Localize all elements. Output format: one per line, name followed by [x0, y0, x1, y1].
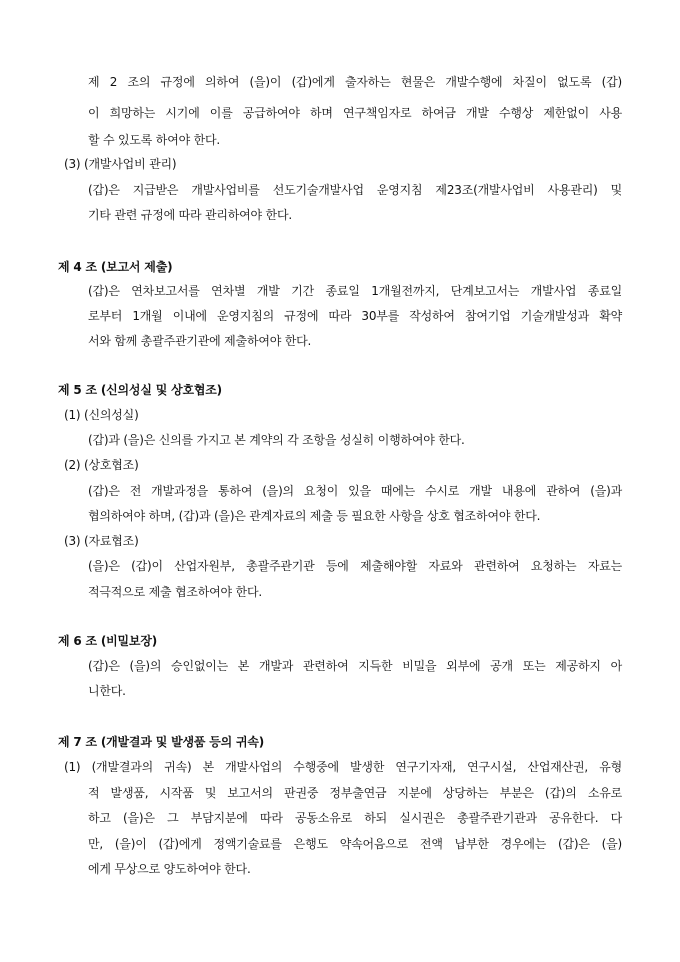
- article4-line-2: 로부터 1개월 이내에 운영지침의 규정에 따라 30부를 작성하여 참여기업 기술개발성과 확약: [88, 309, 622, 323]
- article5-item2-line-1: (갑)은 전 개발과정을 통하여 (을)의 요청이 있을 때에는 수시로 개발 내용에 관하여 (을)과: [88, 484, 622, 498]
- article7-heading: 제 7 조 (개발결과 및 발생품 등의 귀속): [58, 735, 265, 749]
- article5-item3-line-1: (을)은 (갑)이 산업자원부, 총괄주관기관 등에 제출해야할 자료와 관련하여 요청하는 자료는: [88, 559, 622, 573]
- article4-heading: 제 4 조 (보고서 제출): [58, 260, 173, 274]
- article7-item1-line-1: (1) (개발결과의 귀속) 본 개발사업의 수행중에 발생한 연구기자재, 연구시설, 산업재산권, 유형: [64, 760, 622, 774]
- article6-heading: 제 6 조 (비밀보장): [58, 634, 158, 648]
- article6-line-1: (갑)은 (을)의 승인없이는 본 개발과 관련하여 지득한 비밀을 외부에 공개 또는 제공하지 아: [88, 659, 622, 673]
- article7-item1-line-5: 에게 무상으로 양도하여야 한다.: [88, 862, 251, 876]
- article7-item1-line-4: 만, (을)이 (갑)에게 정액기술료를 은행도 약속어음으로 전액 납부한 경우에는 (갑)은 (을): [88, 837, 622, 851]
- article5-item2-line-2: 협의하여야 하며, (갑)과 (을)은 관계자료의 제출 등 필요한 사항을 상호 협조하여야 한다.: [88, 509, 541, 523]
- article3-item3-line-1: (갑)은 지급받은 개발사업비를 선도기술개발사업 운영지침 제23조(개발사업비 사용관리) 및: [88, 183, 622, 197]
- article4-line-1: (갑)은 연차보고서를 연차별 개발 기간 종료일 1개월전까지, 단계보고서는 개발사업 종료일: [88, 284, 622, 298]
- article7-item1-line-2: 적 발생품, 시작품 및 보고서의 판권중 정부출연금 지분에 상당하는 부분은 (갑)의 소유로: [88, 786, 622, 800]
- article5-item1-label: (1) (신의성실): [64, 408, 139, 422]
- article7-item1-line-3: 하고 (을)은 그 부담지분에 따라 공동소유로 하되 실시권은 총괄주관기관과 공유한다. 다: [88, 811, 622, 825]
- article3-item3-line-2: 기타 관련 규정에 따라 관리하여야 한다.: [88, 208, 292, 222]
- article2-text-line-2: 이 희망하는 시기에 이를 공급하여야 하며 연구책임자로 하여금 개발 수행상 제한없이 사용: [88, 106, 622, 120]
- article5-heading: 제 5 조 (신의성실 및 상호협조): [58, 383, 222, 397]
- article3-item3-label: (3) (개발사업비 관리): [64, 157, 177, 171]
- article2-text-line-3: 할 수 있도록 하여야 한다.: [88, 133, 220, 147]
- article4-line-3: 서와 함께 총괄주관기관에 제출하여야 한다.: [88, 334, 312, 348]
- article5-item3-label: (3) (자료협조): [64, 534, 139, 548]
- article5-item2-label: (2) (상호협조): [64, 458, 139, 472]
- article5-item1-line-1: (갑)과 (을)은 신의를 가지고 본 계약의 각 조항을 성실히 이행하여야 한다.: [88, 433, 465, 447]
- article5-item3-line-2: 적극적으로 제출 협조하여야 한다.: [88, 585, 262, 599]
- article2-text-line-1: 제 2 조의 규정에 의하여 (을)이 (갑)에게 출자하는 현물은 개발수행에 차질이 없도록 (갑): [88, 75, 622, 89]
- article6-line-2: 니한다.: [88, 684, 126, 698]
